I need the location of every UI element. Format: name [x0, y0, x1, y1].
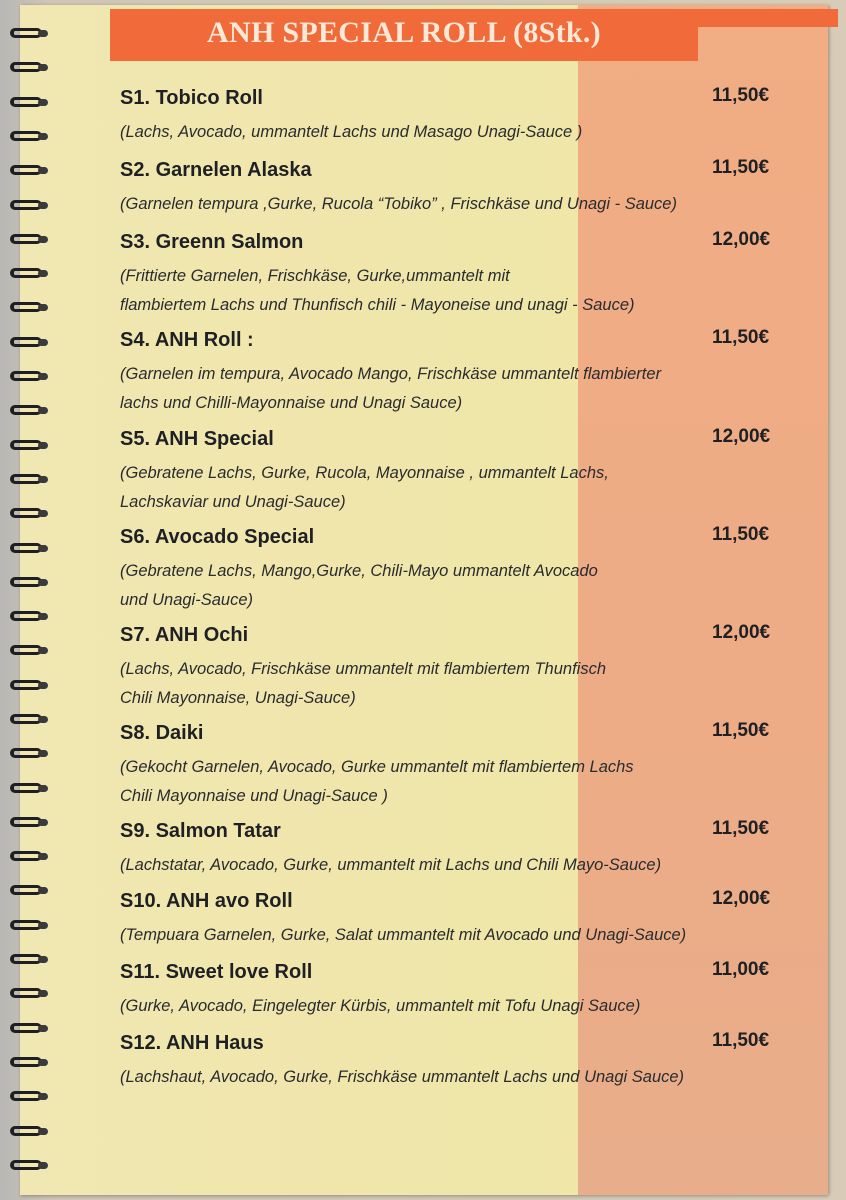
item-description — [120, 655, 780, 713]
spiral-ring-icon — [10, 131, 50, 143]
spiral-ring-hole — [38, 304, 48, 311]
item-name: S6. Avocado Special — [120, 526, 315, 548]
item-name: S4. ANH Roll : — [120, 329, 254, 351]
spiral-ring-hole — [38, 30, 48, 37]
description-line: (Lachstatar, Avocado, Gurke, ummantelt mit Lachs und Chili Mayo-Sauce) — [120, 856, 662, 874]
item-price: 12,00€ — [712, 888, 771, 909]
spiral-ring-hole — [38, 1162, 48, 1169]
spiral-ring-hole — [38, 476, 48, 483]
description-line: Chili Mayonnaise und Unagi-Sauce ) — [120, 787, 388, 805]
item-name: S7. ANH Ochi — [120, 624, 249, 646]
item-price: 11,50€ — [712, 720, 770, 741]
spiral-ring-hole — [38, 785, 48, 792]
header-band-tab — [698, 9, 838, 27]
spiral-ring-hole — [38, 64, 48, 71]
item-description — [120, 851, 780, 880]
spiral-ring-icon — [10, 405, 50, 417]
spiral-ring-icon — [10, 302, 50, 314]
spiral-ring-icon — [10, 62, 50, 74]
item-description — [120, 360, 780, 418]
spiral-ring-icon — [10, 680, 50, 692]
item-name: S5. ANH Special — [120, 428, 274, 450]
spiral-ring-icon — [10, 268, 50, 280]
item-name: S9. Salmon Tatar — [120, 820, 281, 842]
spiral-ring-hole — [38, 1128, 48, 1135]
spiral-ring-hole — [38, 682, 48, 689]
description-line: (Lachs, Avocado, ummantelt Lachs und Masago Unagi-Sauce ) — [120, 123, 583, 141]
description-line: Lachskaviar und Unagi-Sauce) — [120, 493, 346, 511]
spiral-ring-icon — [10, 440, 50, 452]
spiral-ring-icon — [10, 783, 50, 795]
description-line: (Garnelen im tempura, Avocado Mango, Frischkäse ummantelt flambierter — [120, 365, 662, 383]
spiral-ring-icon — [10, 508, 50, 520]
spiral-ring-icon — [10, 234, 50, 246]
spiral-ring-icon — [10, 611, 50, 623]
item-price: 11,50€ — [712, 157, 770, 178]
spiral-ring-hole — [38, 956, 48, 963]
spiral-ring-icon — [10, 748, 50, 760]
spiral-ring-icon — [10, 200, 50, 212]
item-description — [120, 1063, 780, 1092]
item-name: S2. Garnelen Alaska — [120, 159, 312, 181]
spiral-ring-icon — [10, 954, 50, 966]
spiral-ring-hole — [38, 407, 48, 414]
spiral-ring-hole — [38, 819, 48, 826]
description-line: (Tempuara Garnelen, Gurke, Salat ummantelt mit Avocado und Unagi-Sauce) — [120, 926, 687, 944]
item-price: 11,50€ — [712, 818, 770, 839]
spiral-ring-hole — [38, 853, 48, 860]
item-price: 12,00€ — [712, 229, 771, 250]
item-name: S11. Sweet love Roll — [120, 961, 313, 983]
spiral-ring-hole — [38, 373, 48, 380]
spiral-ring-hole — [38, 236, 48, 243]
spiral-ring-hole — [38, 1025, 48, 1032]
spiral-ring-icon — [10, 371, 50, 383]
spiral-ring-icon — [10, 1057, 50, 1069]
item-price: 11,50€ — [712, 85, 770, 106]
description-line: (Lachs, Avocado, Frischkäse ummantelt mit flambiertem Thunfisch — [120, 660, 607, 678]
item-description — [120, 262, 780, 320]
spiral-ring-icon — [10, 714, 50, 726]
spiral-ring-icon — [10, 1160, 50, 1172]
spiral-ring-icon — [10, 337, 50, 349]
spiral-ring-icon — [10, 817, 50, 829]
item-description — [120, 753, 780, 811]
spiral-ring-hole — [38, 613, 48, 620]
spiral-ring-hole — [38, 167, 48, 174]
spiral-ring-hole — [38, 887, 48, 894]
spiral-ring-icon — [10, 1126, 50, 1138]
item-description — [120, 557, 780, 615]
spiral-ring-hole — [38, 202, 48, 209]
description-line: flambiertem Lachs und Thunfisch chili - Mayoneise und unagi - Sauce) — [120, 296, 635, 314]
spiral-ring-hole — [38, 579, 48, 586]
spiral-ring-hole — [38, 1059, 48, 1066]
spiral-ring-icon — [10, 851, 50, 863]
item-price: 11,00€ — [712, 959, 770, 980]
item-description — [120, 190, 780, 219]
description-line: (Lachshaut, Avocado, Gurke, Frischkäse ummantelt Lachs und Unagi Sauce) — [120, 1068, 685, 1086]
description-line: lachs und Chilli-Mayonnaise und Unagi Sauce) — [120, 394, 463, 412]
spiral-ring-hole — [38, 922, 48, 929]
spiral-ring-hole — [38, 990, 48, 997]
spiral-ring-icon — [10, 1023, 50, 1035]
spiral-ring-hole — [38, 339, 48, 346]
description-line: (Frittierte Garnelen, Frischkäse, Gurke,ummantelt mit — [120, 267, 510, 285]
item-description — [120, 459, 780, 517]
spiral-ring-hole — [38, 750, 48, 757]
spiral-ring-hole — [38, 442, 48, 449]
item-description — [120, 992, 780, 1021]
item-name: S10. ANH avo Roll — [120, 890, 293, 912]
spiral-ring-icon — [10, 885, 50, 897]
spiral-ring-icon — [10, 165, 50, 177]
item-price: 11,50€ — [712, 327, 770, 348]
description-line: (Gebratene Lachs, Mango,Gurke, Chili-Mayo ummantelt Avocado — [120, 562, 598, 580]
item-description — [120, 118, 780, 147]
description-line: (Gebratene Lachs, Gurke, Rucola, Mayonnaise , ummantelt Lachs, — [120, 464, 609, 482]
description-line: (Gekocht Garnelen, Avocado, Gurke ummantelt mit flambiertem Lachs — [120, 758, 634, 776]
spiral-ring-hole — [38, 133, 48, 140]
item-price: 12,00€ — [712, 426, 771, 447]
spiral-ring-icon — [10, 920, 50, 932]
spiral-ring-icon — [10, 645, 50, 657]
spiral-ring-icon — [10, 97, 50, 109]
spiral-ring-icon — [10, 543, 50, 555]
spiral-ring-icon — [10, 577, 50, 589]
item-price: 11,50€ — [712, 524, 770, 545]
spiral-ring-hole — [38, 647, 48, 654]
page-title: ANH SPECIAL ROLL (8Stk.) — [207, 16, 601, 49]
spiral-ring-icon — [10, 988, 50, 1000]
item-name: S8. Daiki — [120, 722, 204, 744]
spiral-ring-hole — [38, 99, 48, 106]
spiral-ring-icon — [10, 474, 50, 486]
spiral-ring-hole — [38, 545, 48, 552]
item-name: S3. Greenn Salmon — [120, 231, 304, 253]
item-description — [120, 921, 780, 950]
description-line: (Garnelen tempura ,Gurke, Rucola “Tobiko” , Frischkäse und Unagi - Sauce) — [120, 195, 677, 213]
spiral-ring-hole — [38, 510, 48, 517]
item-name: S12. ANH Haus — [120, 1032, 264, 1054]
description-line: und Unagi-Sauce) — [120, 591, 253, 609]
spiral-ring-hole — [38, 1093, 48, 1100]
item-name: S1. Tobico Roll — [120, 87, 263, 109]
description-line: (Gurke, Avocado, Eingelegter Kürbis, ummantelt mit Tofu Unagi Sauce) — [120, 997, 641, 1015]
spiral-ring-icon — [10, 1091, 50, 1103]
item-price: 12,00€ — [712, 622, 771, 643]
description-line: Chili Mayonnaise, Unagi-Sauce) — [120, 689, 356, 707]
item-price: 11,50€ — [712, 1030, 770, 1051]
spiral-ring-hole — [38, 270, 48, 277]
spiral-ring-hole — [38, 716, 48, 723]
spiral-ring-icon — [10, 28, 50, 40]
